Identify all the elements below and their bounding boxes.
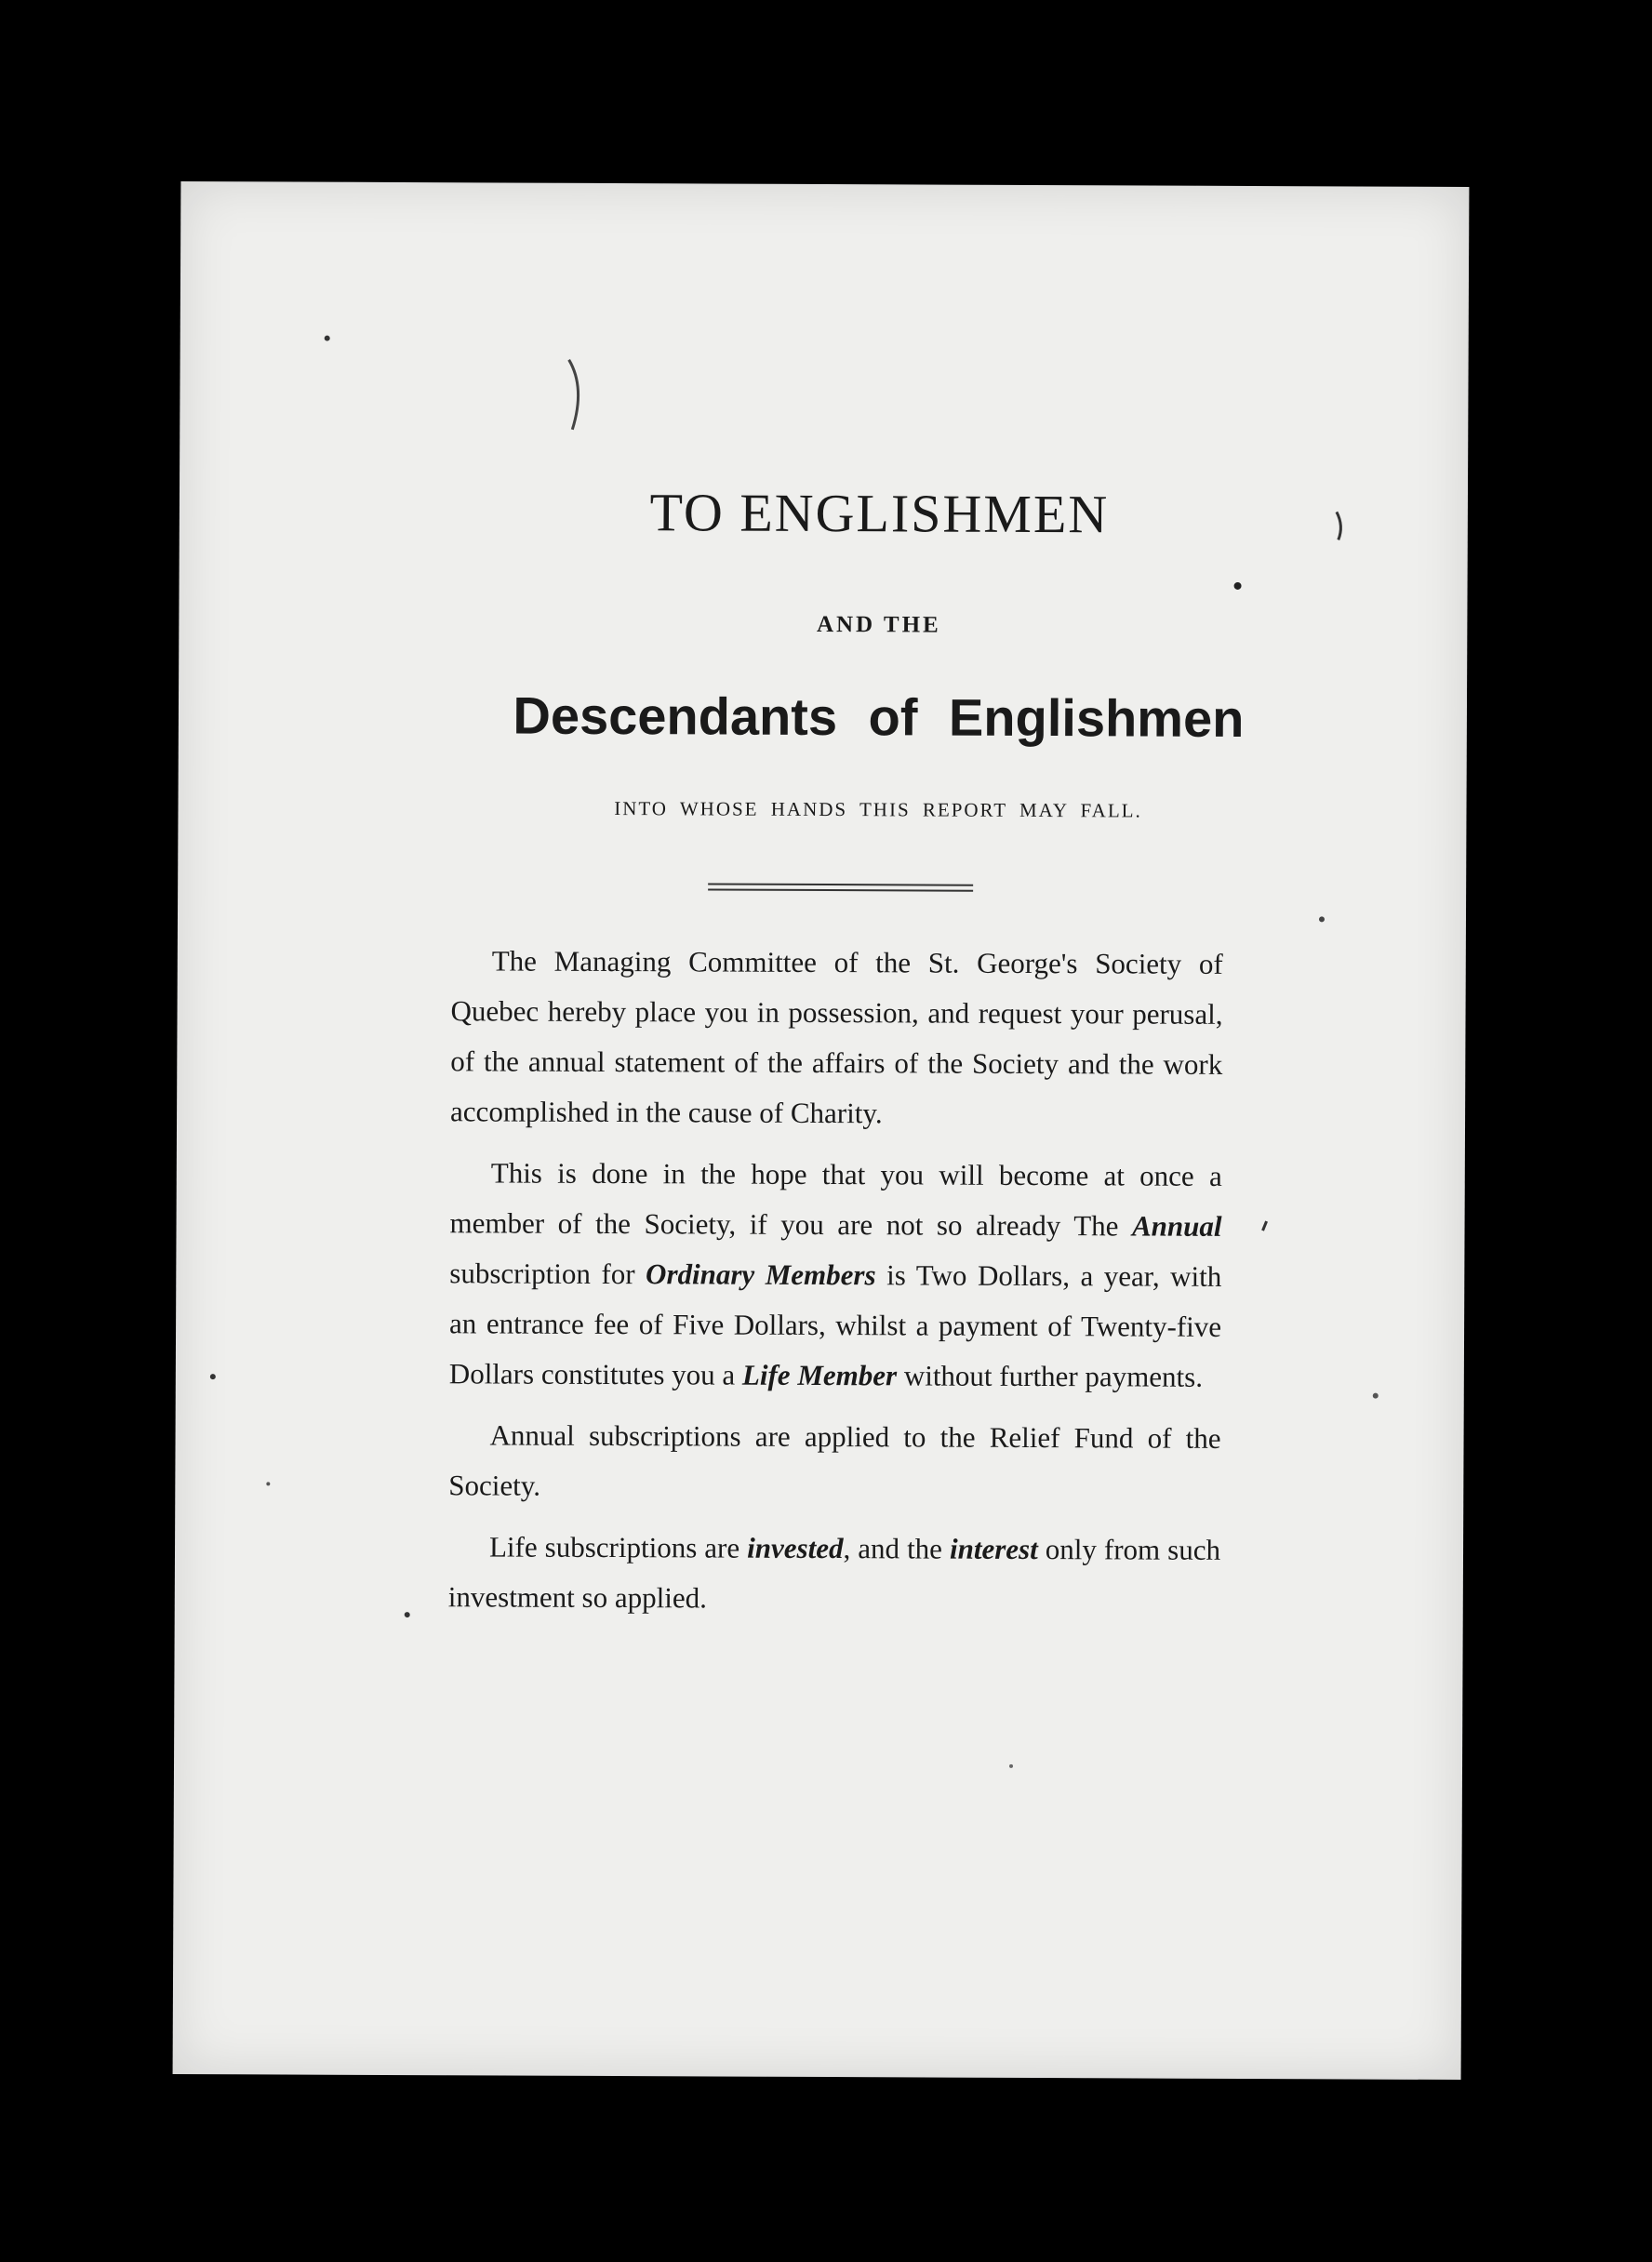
text-run: is Two Dollars, a year, with an entrance fee of Five Dollars, whilst a payment of Twenty-five Dollars constitutes you a <box>448 1258 1222 1391</box>
document-page <box>173 181 1470 2080</box>
paragraph-membership <box>449 1148 1222 1403</box>
text-run: This is done in the hope that you will become at once a member of the Society, if you are not so already The <box>449 1156 1222 1243</box>
italic-run: invested <box>747 1531 844 1565</box>
double-rule-divider <box>708 883 973 891</box>
text-run: , and the <box>843 1532 951 1565</box>
connector-heading: AND THE <box>816 611 941 638</box>
subtitle-heading: Descendants of Englishmen <box>513 685 1245 748</box>
paragraph-annual-subscriptions: Annual subscriptions are applied to the Relief Fund of the Society. <box>448 1418 1221 1502</box>
italic-run: Annual <box>1131 1209 1222 1243</box>
text-run: Life subscriptions are <box>488 1530 748 1564</box>
page-title: TO ENGLISHMEN <box>649 482 1110 545</box>
italic-run: Ordinary Members <box>646 1257 876 1292</box>
text-run: without further payments. <box>897 1359 1204 1393</box>
text-run: only from such investment so applied. <box>447 1533 1221 1615</box>
body-text <box>448 936 1223 1637</box>
italic-run: Life Member <box>741 1358 898 1392</box>
text-run: subscription for <box>449 1257 646 1291</box>
paragraph-life-subscriptions <box>448 1522 1220 1626</box>
tagline: INTO WHOSE HANDS THIS REPORT MAY FALL. <box>614 797 1142 822</box>
italic-run: interest <box>949 1532 1038 1566</box>
paragraph-managing-committee: The Managing Committee of the St. George's Society of Quebec hereby place you in possession, and request your perusal, of the annual statement of the affairs of the Society and the work accomplished in the cause of Charity. <box>450 944 1223 1130</box>
